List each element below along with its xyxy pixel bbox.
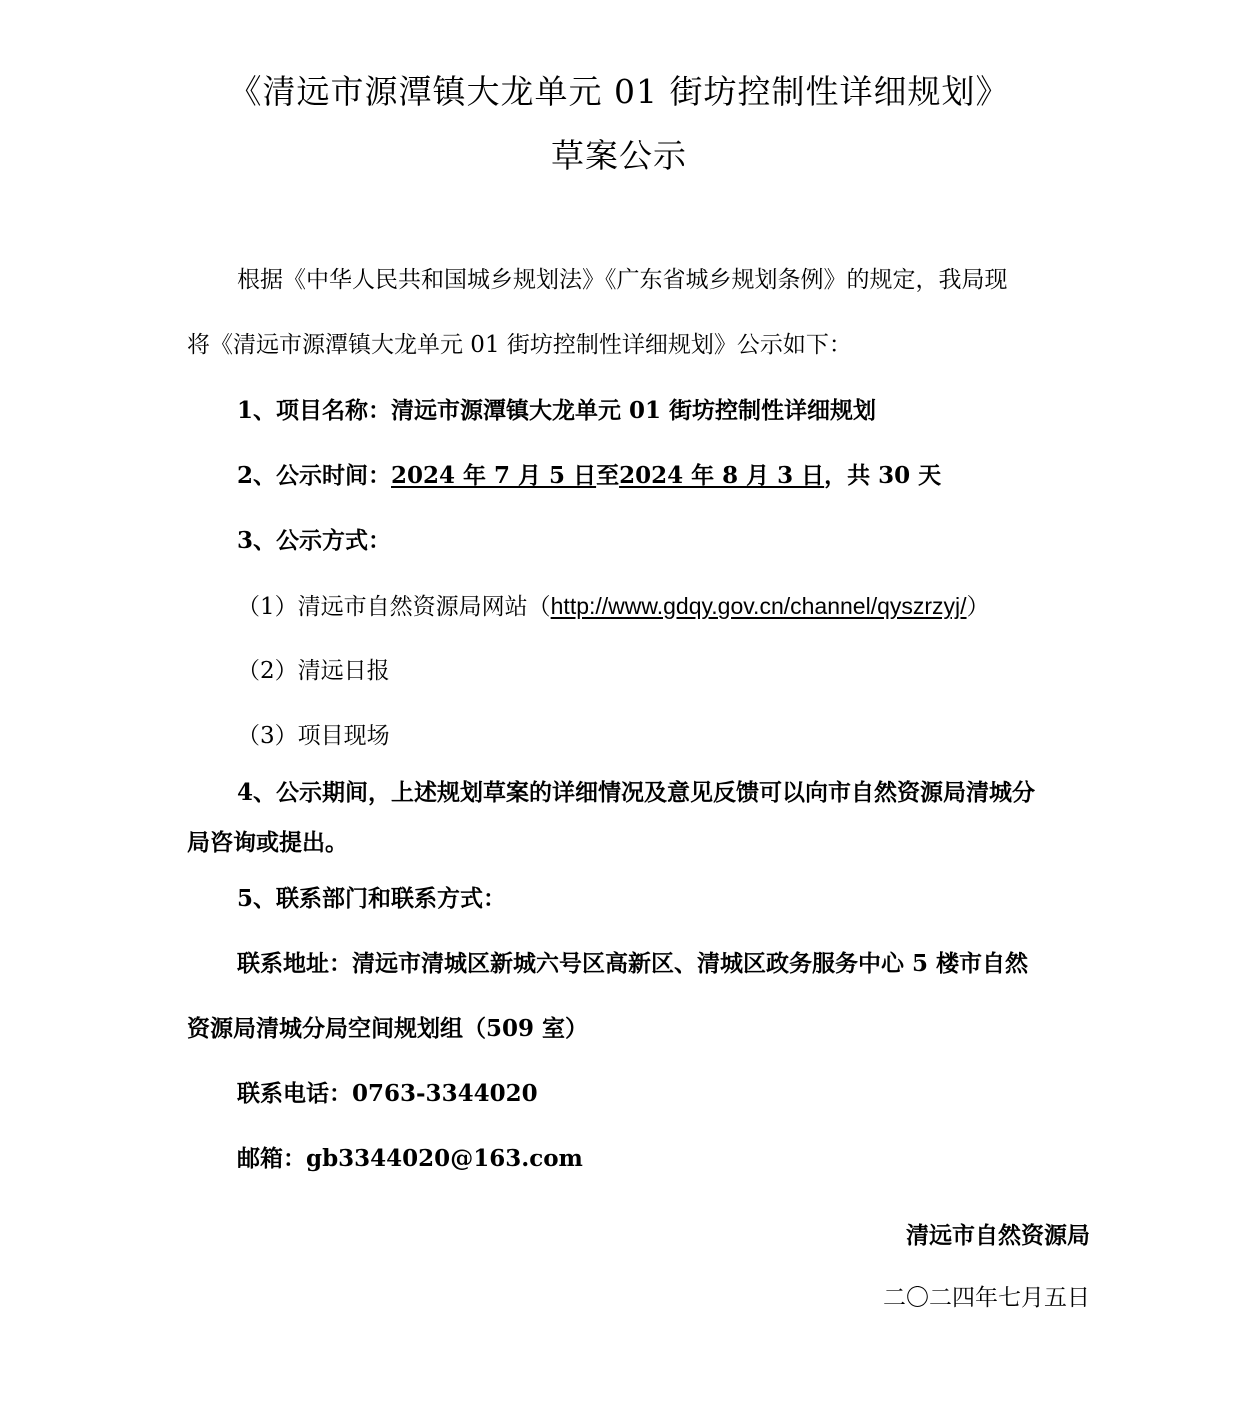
publicity-end-date: 2024 年 8 月 3 日 bbox=[619, 462, 825, 489]
contact-address-line-1: 联系地址：清远市清城区新城六号区高新区、清城区政务服务中心 5 楼市自然 bbox=[237, 950, 1029, 977]
contact-email-value: gb3344020@163.com bbox=[306, 1145, 583, 1172]
publicity-to: 至 bbox=[596, 462, 620, 489]
item-contact-label: 5、联系部门和联系方式： bbox=[237, 885, 507, 912]
item-project-name-value: 清远市源潭镇大龙单元 01 街坊控制性详细规划 bbox=[391, 397, 877, 424]
item-project-name-label: 1、项目名称： bbox=[237, 397, 392, 424]
publicity-method-website-prefix: （1）清远市自然资源局网站（ bbox=[237, 594, 551, 620]
signature-date: 二〇二四年七月五日 bbox=[883, 1285, 1090, 1311]
item-publicity-method-label: 3、公示方式： bbox=[237, 527, 392, 554]
publicity-start-date: 2024 年 7 月 5 日 bbox=[391, 462, 597, 489]
contact-address-line-2: 资源局清城分局空间规划组（509 室） bbox=[187, 1015, 589, 1042]
document-title: 《清远市源潭镇大龙单元 01 街坊控制性详细规划》 bbox=[228, 72, 1010, 111]
publicity-method-newspaper: （2）清远日报 bbox=[237, 658, 390, 684]
contact-email-label: 邮箱： bbox=[237, 1145, 306, 1172]
publicity-method-website bbox=[237, 590, 990, 623]
intro-line-2: 将《清远市源潭镇大龙单元 01 街坊控制性详细规划》公示如下： bbox=[187, 332, 852, 358]
document-subtitle: 草案公示 bbox=[551, 136, 687, 175]
contact-phone-label: 联系电话： bbox=[237, 1080, 352, 1107]
intro-line-1: 根据《中华人民共和国城乡规划法》《广东省城乡规划条例》的规定，我局现 bbox=[237, 267, 1008, 293]
item-project-name bbox=[237, 395, 876, 427]
item-publicity-time bbox=[237, 460, 941, 492]
contact-phone-value: 0763-3344020 bbox=[352, 1080, 538, 1107]
item-publicity-time-label: 2、公示时间： bbox=[237, 462, 392, 489]
publicity-method-website-suffix: ） bbox=[966, 594, 990, 620]
contact-email bbox=[237, 1143, 583, 1175]
item-feedback-line-2: 局咨询或提出。 bbox=[187, 829, 348, 856]
item-feedback-line-1: 4、公示期间，上述规划草案的详细情况及意见反馈可以向市自然资源局清城分 bbox=[237, 779, 1036, 806]
publicity-method-site: （3）项目现场 bbox=[237, 723, 390, 749]
contact-phone bbox=[237, 1078, 538, 1110]
publicity-total-days: ，共 30 天 bbox=[824, 462, 942, 489]
website-link[interactable]: http://www.gdqy.gov.cn/channel/qyszrzyj/ bbox=[550, 593, 967, 619]
signature-organization: 清远市自然资源局 bbox=[906, 1222, 1090, 1249]
